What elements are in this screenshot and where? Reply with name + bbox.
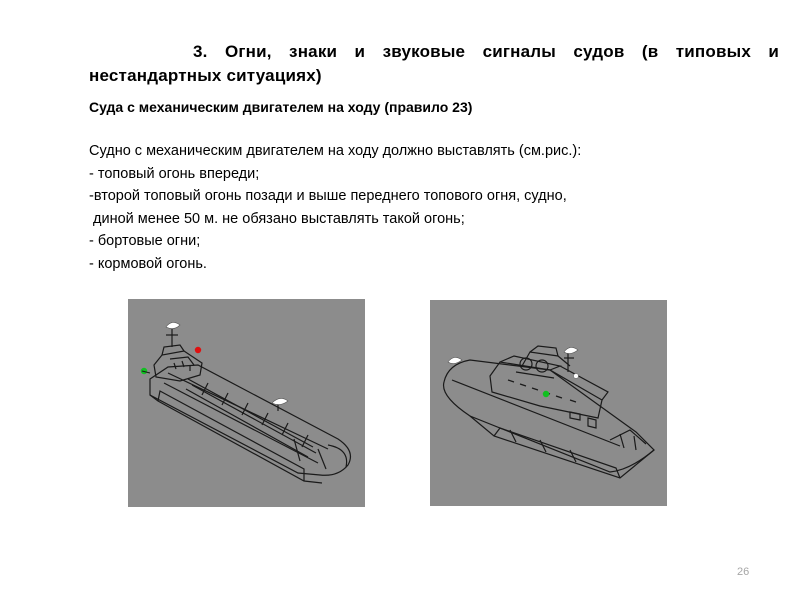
slide-title-line-2: нестандартных ситуациях) <box>89 66 322 85</box>
motor-vessel-hull <box>444 346 654 478</box>
body-line: - топовый огонь впереди; <box>89 165 260 182</box>
body-line: - кормовой огонь. <box>89 255 207 272</box>
forward-masthead-light-icon <box>272 398 288 404</box>
body-line: -второй топовый огонь позади и выше переднего топового огня, судно, <box>89 188 567 204</box>
forward-masthead-light-icon <box>564 347 578 353</box>
port-light-icon <box>195 347 201 353</box>
tanker-illustration <box>128 299 365 507</box>
body-line: - бортовые огни; <box>89 233 201 249</box>
tanker-hull <box>150 329 350 483</box>
tanker-drawing <box>128 299 365 507</box>
slide-title <box>89 40 779 88</box>
page-number: 26 <box>737 566 750 578</box>
section-subtitle: Суда с механическим двигателем на ходу (правило 23) <box>89 99 473 115</box>
aft-masthead-light-icon <box>166 322 180 328</box>
masthead-light-small-icon <box>574 374 579 379</box>
body-text <box>89 140 729 275</box>
motor-vessel-illustration <box>430 300 667 506</box>
starboard-light-icon <box>543 391 549 397</box>
motor-vessel-drawing <box>430 300 667 506</box>
body-line: диной менее 50 м. не обязано выставлять такой огонь; <box>89 210 465 227</box>
slide-title-line-1: 3. Огни, знаки и звуковые сигналы судов (в типовых и <box>193 42 779 61</box>
body-line: Судно с механическим двигателем на ходу должно выставлять (см.рис.): <box>89 143 582 159</box>
